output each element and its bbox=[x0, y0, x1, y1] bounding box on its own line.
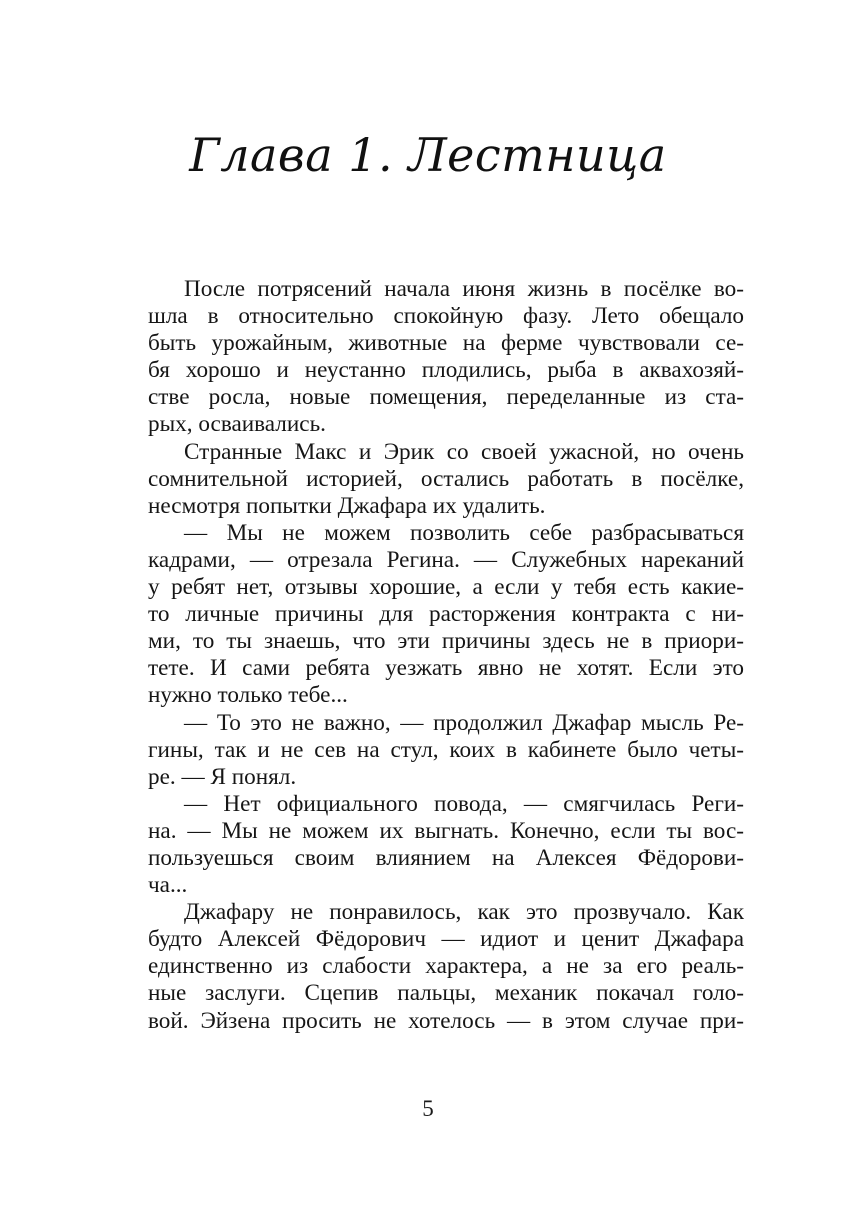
text-line: шла в относительно спокойную фазу. Лето обещало bbox=[148, 303, 744, 330]
paragraph bbox=[148, 791, 744, 899]
text-line: единственно из слабости характера, а не за его реаль- bbox=[148, 953, 744, 980]
text-line: пользуешься своим влиянием на Алексея Фёдорови- bbox=[148, 844, 744, 871]
text-line: сомнительной историей, остались работать в посёлке, bbox=[148, 465, 744, 492]
text-line: кадрами, — отрезала Регина. — Служебных нареканий bbox=[148, 546, 744, 573]
text-line: будто Алексей Фёдорович — идиот и ценит Джафара bbox=[148, 926, 744, 953]
text-line: быть урожайным, животные на ферме чувствовали се- bbox=[148, 330, 744, 357]
text-line: стве росла, новые помещения, переделанные из ста- bbox=[148, 384, 744, 411]
paragraph bbox=[148, 899, 744, 1034]
text-line: ми, то ты знаешь, что эти причины здесь не в приори- bbox=[148, 628, 744, 655]
page-number: 5 bbox=[422, 1096, 434, 1121]
text-line: — То это не важно, — продолжил Джафар мысль Ре- bbox=[184, 709, 744, 736]
text-line: После потрясений начала июня жизнь в посёлке во- bbox=[184, 276, 744, 302]
text-line: ные заслуги. Сцепив пальцы, механик покачал голо- bbox=[148, 980, 744, 1007]
text-line: ча... bbox=[148, 872, 188, 899]
text-line: нужно только тебе... bbox=[148, 682, 348, 709]
text-line: — Нет официального повода, — смягчилась Реги- bbox=[184, 790, 744, 817]
text-line: тете. И сами ребята уезжать явно не хотят. Если это bbox=[148, 655, 744, 682]
text-line: несмотря попытки Джафара их удалить. bbox=[148, 492, 546, 519]
body-text bbox=[148, 276, 744, 1035]
paragraph bbox=[148, 710, 744, 791]
text-line: — Мы не можем позволить себе разбрасываться bbox=[184, 519, 744, 546]
text-line: Джафару не понравилось, как это прозвучало. Как bbox=[184, 899, 744, 926]
text-line: то личные причины для расторжения контракта с ни- bbox=[148, 601, 744, 628]
text-line: вой. Эйзена просить не хотелось — в этом случае при- bbox=[148, 1007, 744, 1034]
paragraph bbox=[148, 439, 744, 520]
paragraph bbox=[148, 276, 744, 439]
text-line: у ребят нет, отзывы хорошие, а если у тебя есть какие- bbox=[148, 574, 744, 601]
text-line: Странные Макс и Эрик со своей ужасной, но очень bbox=[184, 438, 744, 465]
text-line: рых, осваивались. bbox=[148, 411, 326, 438]
text-line: на. — Мы не можем их выгнать. Конечно, если ты вос- bbox=[148, 817, 744, 844]
text-line: бя хорошо и неустанно плодились, рыба в аквахозяй- bbox=[148, 357, 744, 384]
chapter-title: Глава 1. Лестница bbox=[189, 128, 667, 182]
text-line: ре. — Я понял. bbox=[148, 763, 297, 790]
paragraph bbox=[148, 520, 744, 710]
text-line: гины, так и не сев на стул, коих в кабинете было четы- bbox=[148, 736, 744, 763]
